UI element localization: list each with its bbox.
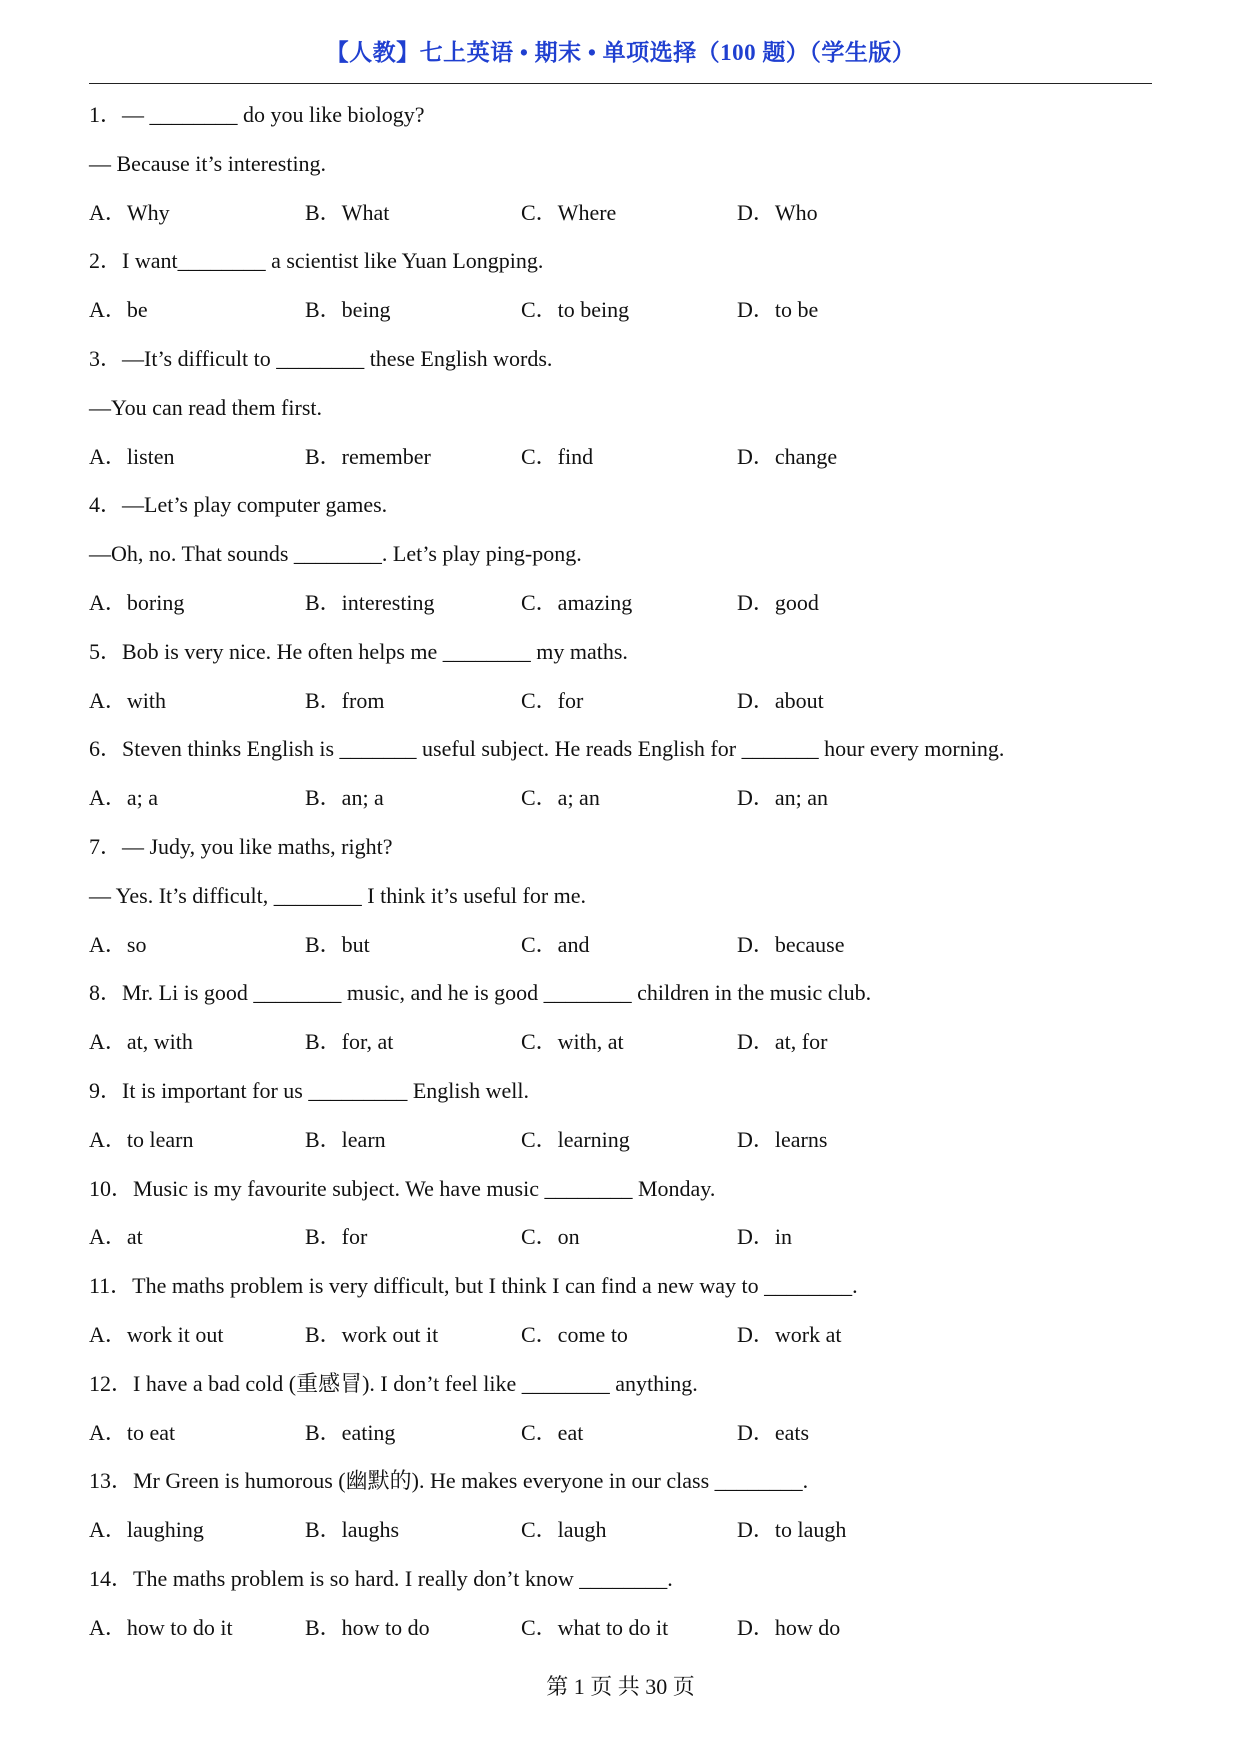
option-d: D．change: [737, 443, 838, 469]
options-row: [89, 1510, 1159, 1559]
option-d: D．Who: [737, 199, 818, 225]
option-c: C．what to do it: [521, 1614, 669, 1640]
question-stem: 1．— ________ do you like biology?: [89, 102, 425, 127]
options-row: [89, 1315, 1159, 1364]
option-b: B．for: [305, 1224, 368, 1250]
question-13: [89, 1461, 1159, 1559]
options-row: [89, 778, 1159, 827]
question-stem: 5．Bob is very nice. He often helps me ________ my maths.: [89, 638, 628, 664]
option-b: B．learn: [305, 1126, 386, 1152]
question-4: [89, 485, 1159, 631]
option-b: B．remember: [305, 443, 431, 469]
question-11: [89, 1266, 1159, 1364]
question-stem: 6．Steven thinks English is _______ useful subject. He reads English for _______ hour every morning.: [89, 736, 1005, 762]
options-row: [89, 583, 1159, 632]
option-d: D．good: [737, 589, 819, 615]
option-c: C．eat: [521, 1419, 584, 1445]
question-stem: 7．— Judy, you like maths, right?: [89, 833, 393, 859]
option-c: C．for: [521, 687, 584, 713]
option-c: C．with, at: [521, 1029, 624, 1055]
option-a: A．to eat: [89, 1419, 176, 1445]
header-divider: [89, 83, 1152, 84]
option-d: D．an; an: [737, 785, 829, 811]
question-list: [89, 95, 1159, 1657]
option-c: C．Where: [521, 199, 617, 225]
question-stem-continuation: — Because it’s interesting.: [89, 150, 327, 176]
option-a: A．so: [89, 931, 147, 957]
option-d: D．about: [737, 687, 824, 713]
option-c: C．a; an: [521, 785, 600, 811]
option-c: C．on: [521, 1224, 580, 1250]
page-header-title: 【人教】七上英语 • 期末 • 单项选择（100 题）（学生版）: [325, 40, 916, 65]
options-row: [89, 437, 1159, 486]
options-row: [89, 290, 1159, 339]
option-b: B．eating: [305, 1419, 396, 1445]
option-b: B．work out it: [305, 1321, 439, 1347]
options-row: [89, 193, 1159, 242]
option-b: B．interesting: [305, 589, 435, 615]
options-row: [89, 1120, 1159, 1169]
option-d: D．because: [737, 931, 845, 957]
question-stem-continuation: —Oh, no. That sounds ________. Let’s play ping-pong.: [89, 541, 582, 567]
question-stem: 3．—It’s difficult to ________ these English words.: [89, 345, 553, 371]
options-row: [89, 1022, 1159, 1071]
option-c: C．and: [521, 931, 590, 957]
option-d: D．at, for: [737, 1029, 828, 1055]
option-c: C．find: [521, 443, 594, 469]
question-stem-continuation: —You can read them first.: [89, 394, 322, 420]
page-footer: 第 1 页 共 30 页: [546, 1674, 695, 1699]
option-a: A．at: [89, 1224, 143, 1250]
option-a: A．laughing: [89, 1517, 204, 1543]
option-b: B．from: [305, 687, 385, 713]
option-a: A．work it out: [89, 1321, 224, 1347]
option-a: A．how to do it: [89, 1614, 233, 1640]
question-6: [89, 729, 1159, 827]
question-stem: 2．I want________ a scientist like Yuan Longping.: [89, 248, 544, 274]
option-d: D．in: [737, 1224, 793, 1250]
options-row: [89, 1413, 1159, 1462]
question-14: [89, 1559, 1159, 1657]
question-stem: 10．Music is my favourite subject. We have music ________ Monday.: [89, 1175, 716, 1201]
option-b: B．but: [305, 931, 370, 957]
option-d: D．eats: [737, 1419, 810, 1445]
option-c: C．laugh: [521, 1517, 607, 1543]
question-stem-continuation: — Yes. It’s difficult, ________ I think it’s useful for me.: [89, 882, 587, 908]
option-d: D．how do: [737, 1614, 841, 1640]
option-b: B．laughs: [305, 1517, 400, 1543]
question-stem: 4．—Let’s play computer games.: [89, 492, 388, 518]
option-c: C．learning: [521, 1126, 630, 1152]
option-a: A．listen: [89, 443, 175, 469]
options-row: [89, 925, 1159, 974]
options-row: [89, 681, 1159, 730]
option-b: B．What: [305, 199, 390, 225]
question-stem: 9．It is important for us _________ English well.: [89, 1077, 529, 1103]
question-12: [89, 1364, 1159, 1462]
option-b: B．being: [305, 297, 391, 323]
question-7: [89, 827, 1159, 973]
option-a: A．at, with: [89, 1029, 193, 1055]
question-stem: 8．Mr. Li is good ________ music, and he is good ________ children in the music club.: [89, 980, 872, 1006]
option-d: D．to be: [737, 297, 819, 323]
option-b: B．an; a: [305, 785, 384, 811]
question-3: [89, 339, 1159, 485]
question-5: [89, 632, 1159, 730]
option-a: A．boring: [89, 589, 185, 615]
question-stem: 14．The maths problem is so hard. I really don’t know ________.: [89, 1565, 673, 1591]
option-d: D．work at: [737, 1321, 842, 1347]
question-9: [89, 1071, 1159, 1169]
options-row: [89, 1217, 1159, 1266]
options-row: [89, 1608, 1159, 1657]
option-a: A．Why: [89, 199, 170, 225]
question-1: [89, 95, 1159, 241]
question-stem: 12．I have a bad cold (重感冒). I don’t feel like ________ anything.: [89, 1370, 698, 1396]
option-b: B．for, at: [305, 1029, 394, 1055]
question-stem: 13．Mr Green is humorous (幽默的). He makes everyone in our class ________.: [89, 1468, 809, 1494]
option-c: C．amazing: [521, 589, 633, 615]
option-a: A．a; a: [89, 785, 159, 811]
option-c: C．come to: [521, 1321, 628, 1347]
option-a: A．be: [89, 297, 148, 323]
option-b: B．how to do: [305, 1614, 430, 1640]
option-a: A．with: [89, 687, 167, 713]
option-c: C．to being: [521, 297, 630, 323]
option-d: D．learns: [737, 1126, 828, 1152]
question-2: [89, 241, 1159, 339]
option-d: D．to laugh: [737, 1517, 847, 1543]
question-10: [89, 1169, 1159, 1267]
option-a: A．to learn: [89, 1126, 194, 1152]
question-8: [89, 973, 1159, 1071]
question-stem: 11．The maths problem is very difficult, but I think I can find a new way to ________.: [89, 1273, 858, 1299]
